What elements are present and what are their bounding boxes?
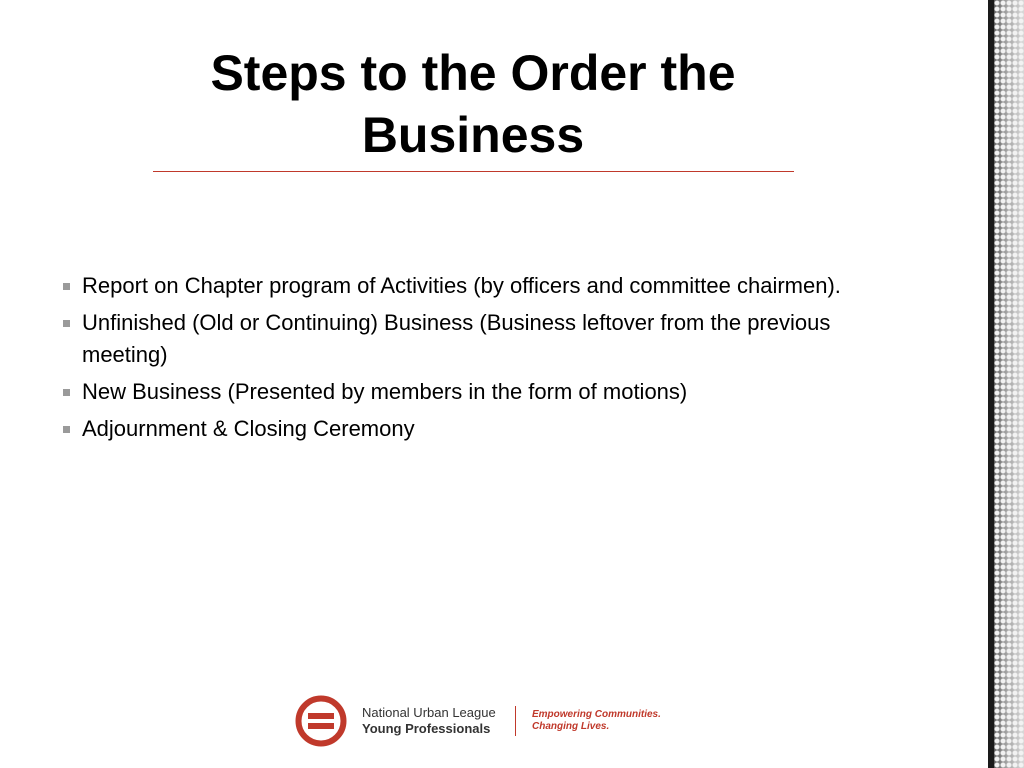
- square-bullet-icon: [63, 283, 70, 290]
- logo-tagline: [532, 709, 661, 733]
- bullet-item-2: [62, 307, 902, 371]
- logo-divider: [515, 706, 516, 736]
- equality-circle-logo-icon: [294, 694, 348, 748]
- square-bullet-icon: [63, 320, 70, 327]
- footer-logo: [294, 694, 661, 748]
- title-underline: [153, 171, 794, 172]
- logo-tagline-line1: Empowering Communities.: [532, 709, 661, 720]
- decorative-side-strip: [988, 0, 1024, 768]
- logo-organization-name: [362, 705, 496, 737]
- square-bullet-icon: [63, 426, 70, 433]
- logo-name-line2: Young Professionals: [362, 721, 491, 736]
- bullet-list: [62, 270, 902, 450]
- logo-name-line1: National Urban League: [362, 705, 496, 720]
- bullet-text-3: New Business (Presented by members in the form of motions): [82, 379, 688, 404]
- bullet-text-2: Unfinished (Old or Continuing) Business (Business leftover from the previous meeting): [82, 310, 831, 367]
- slide-title: Steps to the Order the Business: [210, 45, 736, 163]
- bullet-text-1: Report on Chapter program of Activities (by officers and committee chairmen).: [82, 273, 841, 298]
- bullet-item-1: [62, 270, 902, 302]
- bullet-item-3: [62, 376, 902, 408]
- side-strip-pattern: [994, 0, 1024, 768]
- bullet-text-4: Adjournment & Closing Ceremony: [82, 416, 415, 441]
- logo-tagline-line2: Changing Lives.: [532, 721, 610, 732]
- square-bullet-icon: [63, 389, 70, 396]
- bullet-item-4: [62, 413, 902, 445]
